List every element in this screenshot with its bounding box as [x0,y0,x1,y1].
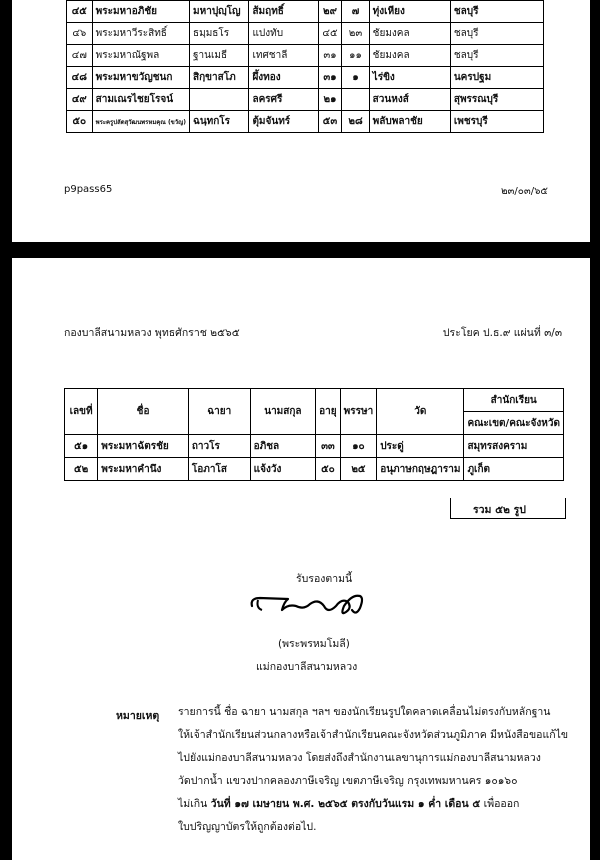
cell-wat: ชัยมงคล [369,23,450,45]
signer-name: (พระพรหมโมลี) [278,638,350,650]
footer-code: p9pass65 [64,184,113,195]
results-table-continued [66,0,544,133]
cell-surname: ลครศรี [249,89,318,111]
cell-chaya: ถาวโร [188,435,250,458]
cell-pansa: ๑ [342,67,369,89]
deadline-date: วันที่ ๑๗ เมษายน พ.ศ. ๒๕๖๕ ตรงกับวันแรม ๑ ค่ำ เดือน ๕ [210,798,481,810]
cell-name: พระมหาขวัญชนก [92,67,189,89]
cell-age: ๒๙ [318,1,342,23]
col-office-province: คณะเขต/คณะจังหวัด [464,412,564,435]
cell-pansa: ๑๐ [340,435,377,458]
cell-pansa: ๒๓ [342,23,369,45]
cell-surname: แจ้งวัง [250,458,316,481]
cell-age: ๓๑ [318,45,342,67]
table-row [67,1,544,23]
cell-name: สามเณรไชยโรจน์ [92,89,189,111]
col-no: เลขที่ [65,389,98,435]
cell-wat: อนุภาษกฤษฎาราม [377,458,464,481]
note-line: วัดปากน้ำ แขวงปากคลองภาษีเจริญ เขตภาษีเจริญ กรุงเทพมหานคร ๑๐๑๖๐ [178,775,518,787]
cell-name: พระมหาอภิชัย [92,1,189,23]
total-box [450,498,566,519]
cell-chaya: สิกฺขาสโภ [190,67,249,89]
cell-wat: สวนหงส์ [369,89,450,111]
signature [248,588,368,624]
cell-pansa: ๒๘ [342,111,369,133]
table-row [67,23,544,45]
col-name: ชื่อ [98,389,189,435]
cell-province: นครปฐม [450,67,543,89]
cell-no: ๔๖ [67,23,93,45]
note-line: ไปยังแม่กองบาลีสนามหลวง โดยส่งถึงสำนักงานเลขานุการแม่กองบาลีสนามหลวง [178,752,541,764]
cell-wat: ประดู่ [377,435,464,458]
note-body [178,701,568,839]
col-age: อายุ [316,389,340,435]
cell-surname: อภิชล [250,435,316,458]
table-row [67,45,544,67]
page-current [12,258,590,860]
cell-province: ชลบุรี [450,23,543,45]
cell-province: ชลบุรี [450,45,543,67]
cell-pansa [342,89,369,111]
cell-province: สมุทรสงคราม [464,435,564,458]
table-row [67,111,544,133]
table-row [65,458,564,481]
cell-pansa: ๒๕ [340,458,377,481]
col-surname: นามสกุล [250,389,316,435]
cell-province: สุพรรณบุรี [450,89,543,111]
cell-age: ๓๓ [316,435,340,458]
cell-age: ๒๑ [318,89,342,111]
cell-wat: พลับพลาชัย [369,111,450,133]
cell-chaya: โอภาโส [188,458,250,481]
cell-name: พระมหาคำนึง [98,458,189,481]
cell-surname: เทศชาลี [249,45,318,67]
cell-pansa: ๑๑ [342,45,369,67]
cell-age: ๕๐ [316,458,340,481]
page-previous [12,0,590,242]
cell-no: ๔๙ [67,89,93,111]
cell-province: เพชรบุรี [450,111,543,133]
col-wat: วัด [377,389,464,435]
cell-wat: ไร่ขิง [369,67,450,89]
page-header-right: ประโยค ป.ธ.๙ แผ่นที่ ๓/๓ [442,327,562,339]
cell-surname: ส้มฤทธิ์ [249,1,318,23]
cell-age: ๕๓ [318,111,342,133]
cell-pansa: ๗ [342,1,369,23]
note-line: รายการนี้ ชื่อ ฉายา นามสกุล ฯลฯ ของนักเรียนรูปใดคลาดเคลื่อนไม่ตรงกับหลักฐาน [178,706,551,718]
cell-no: ๔๘ [67,67,93,89]
cell-surname: แปงทับ [249,23,318,45]
cell-no: ๕๒ [65,458,98,481]
note-line: ให้เจ้าสำนักเรียนส่วนกลางหรือเจ้าสำนักเรียนคณะจังหวัดส่วนภูมิภาค มีหนังสือขอแก้ไข [178,729,569,741]
cell-name: พระมหาฉัตรชัย [98,435,189,458]
page-header-left: กองบาลีสนามหลวง พุทธศักราช ๒๕๖๕ [64,327,240,339]
cell-age: ๓๑ [318,67,342,89]
cell-wat: ชัยมงคล [369,45,450,67]
cell-chaya: ฐานเมธี [190,45,249,67]
cell-no: ๔๗ [67,45,93,67]
total-count: รวม ๕๒ รูป [473,504,526,516]
table-row [67,67,544,89]
cell-surname: ตุ้มจันทร์ [249,111,318,133]
footer-date: ๒๓/๐๓/๖๕ [500,186,548,197]
cell-chaya [190,89,249,111]
note-line-deadline: ไม่เกิน วันที่ ๑๗ เมษายน พ.ศ. ๒๕๖๕ ตรงกับวันแรม ๑ ค่ำ เดือน ๕ เพื่อออก [178,798,520,810]
col-pansa: พรรษา [340,389,377,435]
table-row [67,89,544,111]
cell-age: ๔๕ [318,23,342,45]
note-line: ใบปริญญาบัตรให้ถูกต้องต่อไป. [178,821,317,833]
cell-chaya: ธมฺมธโร [190,23,249,45]
results-table [64,388,564,481]
cell-wat: ทุ่งเหียง [369,1,450,23]
signer-title: แม่กองบาลีสนามหลวง [256,661,358,673]
cell-no: ๕๐ [67,111,93,133]
table-row [65,435,564,458]
cell-province: ภูเก็ต [464,458,564,481]
cell-province: ชลบุรี [450,1,543,23]
cell-surname: ผึ้งทอง [249,67,318,89]
note-label: หมายเหตุ [116,710,160,722]
col-office: สำนักเรียน [464,389,564,412]
col-chaya: ฉายา [188,389,250,435]
cell-name: พระมหาณัฐพล [92,45,189,67]
certify-text: รับรองตามนี้ [296,573,353,585]
cell-chaya: มหาปุญฺโญ [190,1,249,23]
cell-no: ๔๕ [67,1,93,23]
cell-name: พระครูปลัดสุวัฒนพรหมคุณ (ขวัญ) [92,111,189,133]
cell-name: พระมหาวีระสิทธิ์ [92,23,189,45]
cell-chaya: ฉนฺทกโร [190,111,249,133]
cell-no: ๕๑ [65,435,98,458]
